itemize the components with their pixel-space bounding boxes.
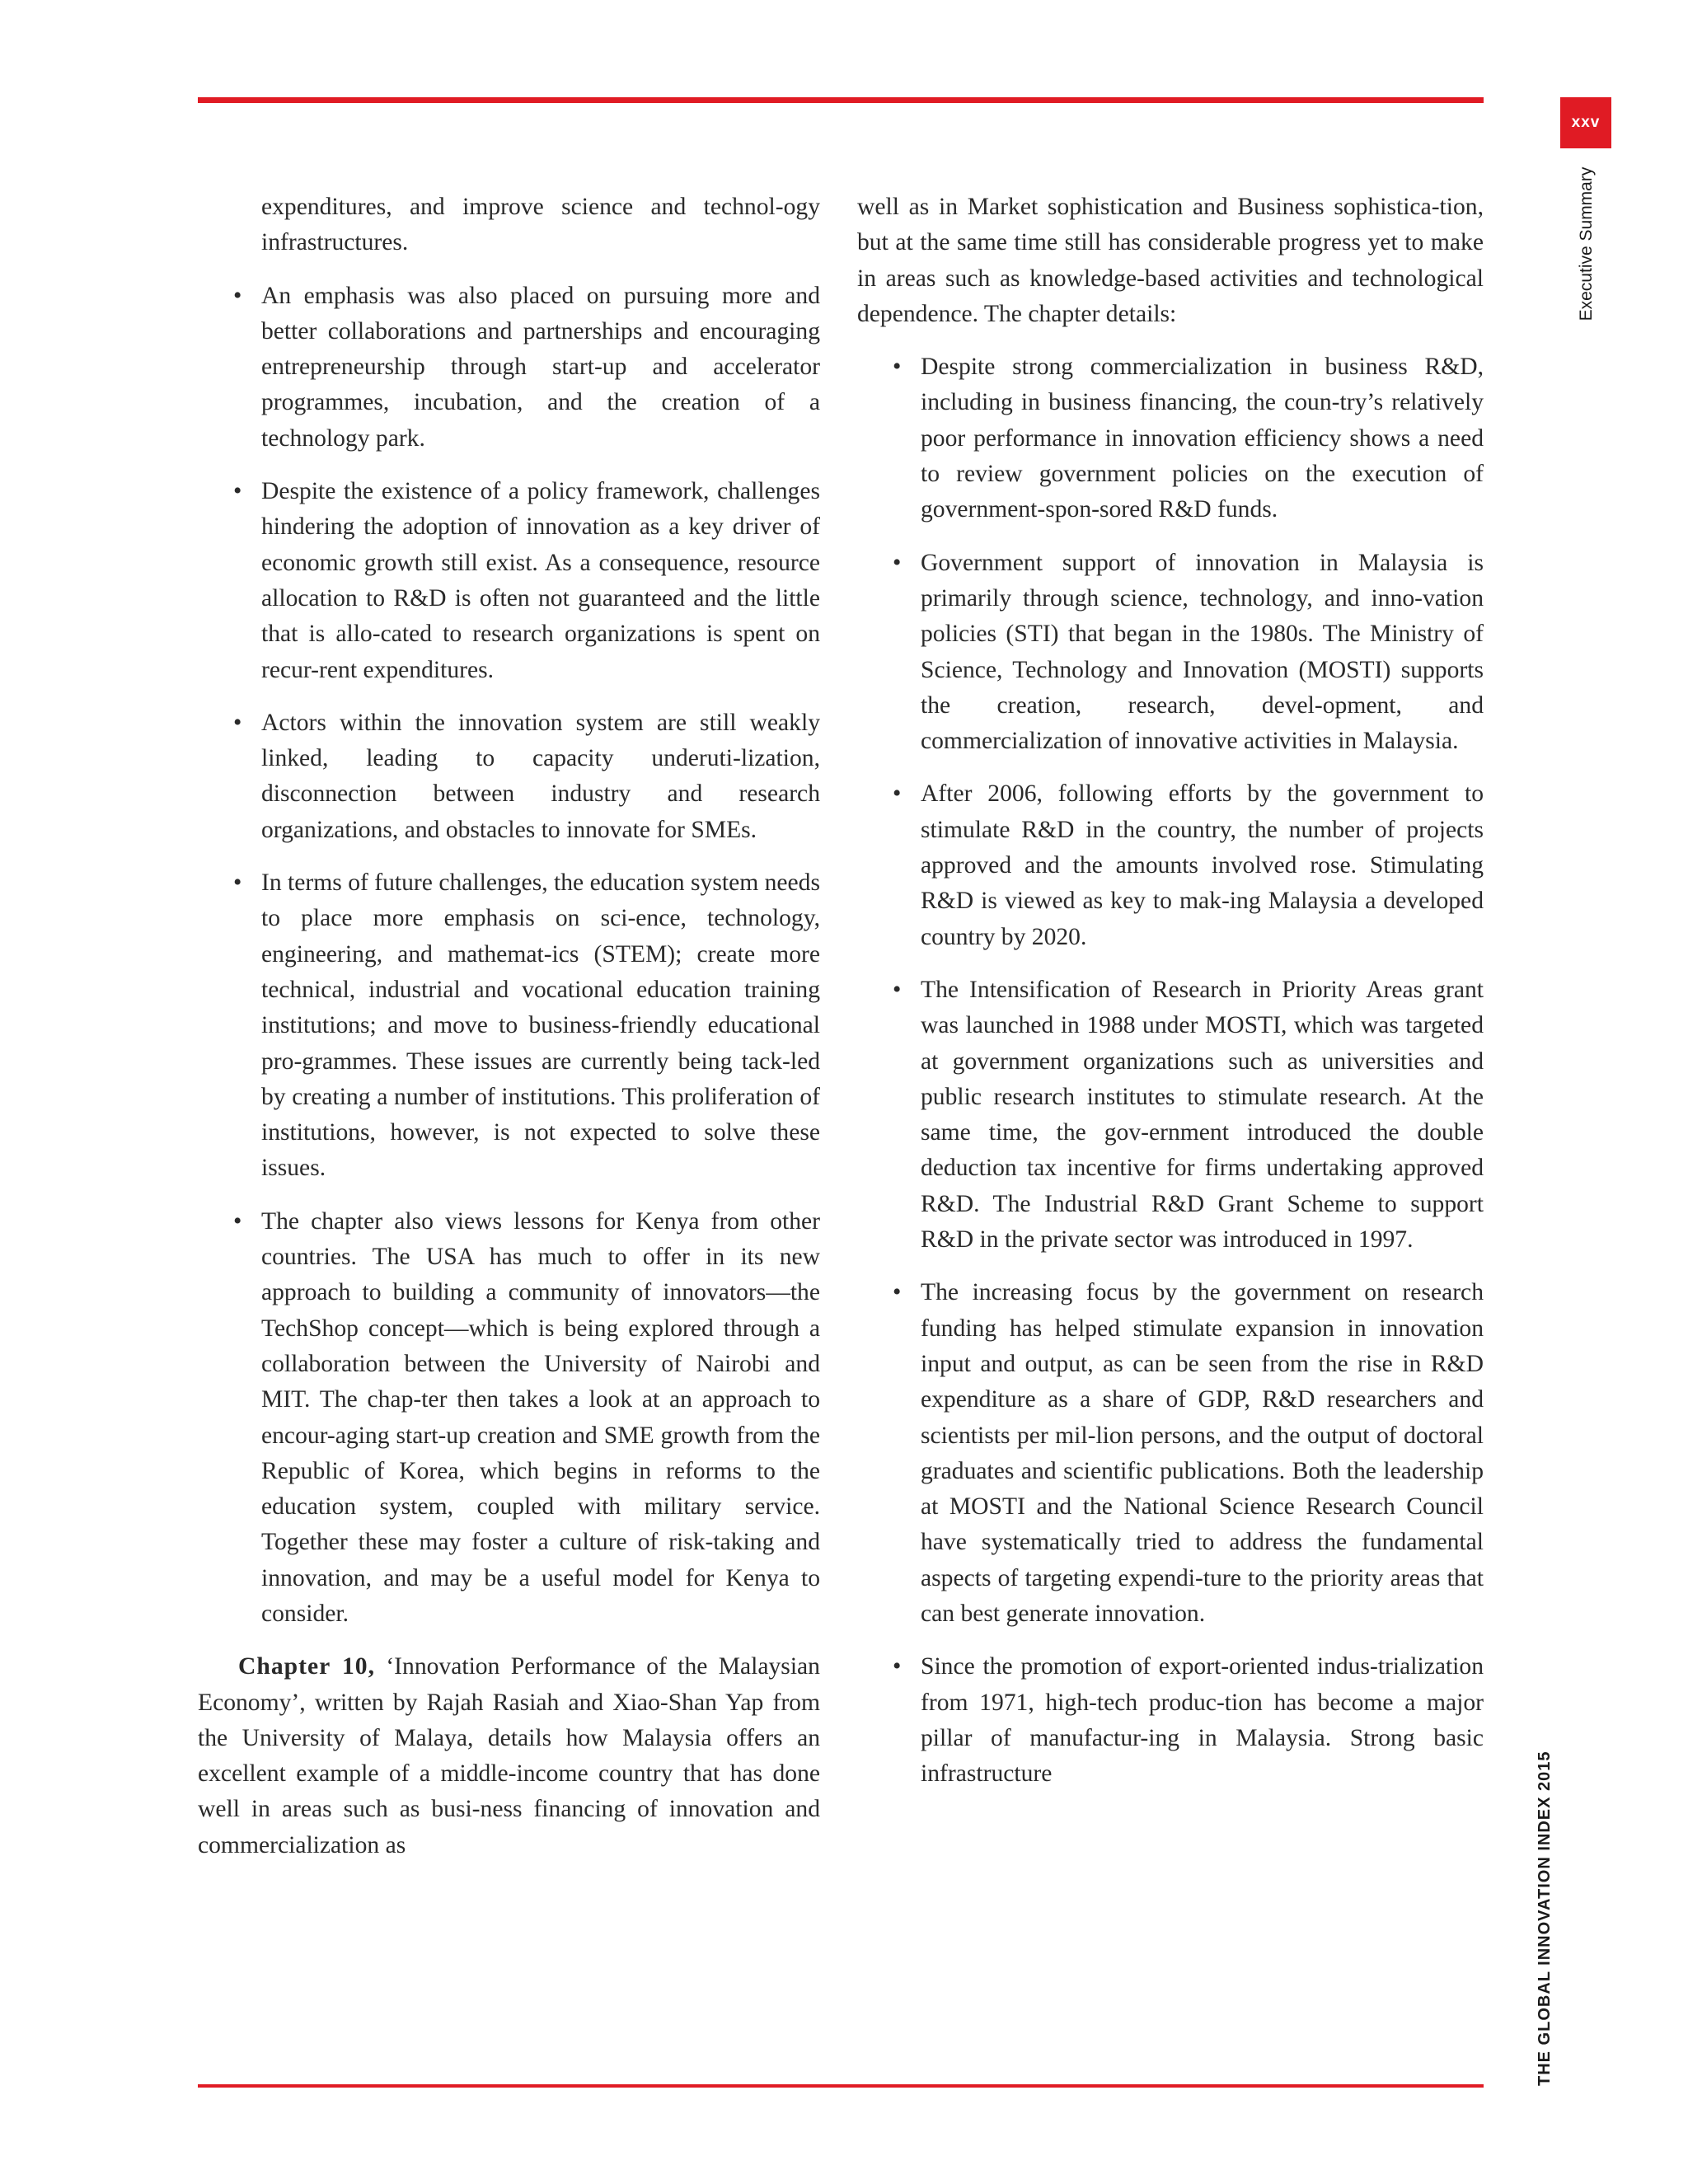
left-column xyxy=(198,190,820,1863)
intro-paragraph: well as in Market sophistication and Business sophistica-tion, but at the same time still has considerable progress yet to make in areas such as knowledge-based activities and technological dependence. The chapter details: xyxy=(857,194,1484,327)
publication-title: THE GLOBAL INNOVATION INDEX 2015 xyxy=(1536,1750,1554,2086)
right-column xyxy=(857,190,1484,1809)
list-item: • In terms of future challenges, the education system needs to place more emphasis on sci-ence, technology, engineering, and mathemat-ics (STEM); create more technical, industrial and vocational education training institutions; and move to business-friendly educational pro-grammes. These issues are currently being tack-led by creating a number of institutions. This proliferation of institutions, however, is not expected to solve these issues. xyxy=(261,865,820,1187)
list-item: • The chapter also views lessons for Kenya from other countries. The USA has much to offer in its new approach to building a community of innovators—the TechShop concept—which is being explored through a collaboration between the University of Nairobi and MIT. The chap-ter then takes a look at an approach to encour-aging start-up creation and SME growth from the Republic of Korea, which begins in reforms to the education system, coupled with military service. Together these may foster a culture of risk-taking and innovation, and may be a useful model for Kenya to consider. xyxy=(261,1204,820,1633)
list-item: • The Intensification of Research in Priority Areas grant was launched in 1988 under MOSTI, which was targeted at government organizations such as universities and public research institutes to stimulate research. At the same time, the gov-ernment introduced the double deduction tax incentive for firms undertaking approved R&D. The Industrial R&D Grant Scheme to support R&D in the private sector was introduced in 1997. xyxy=(921,972,1484,1258)
list-item: • After 2006, following efforts by the government to stimulate R&D in the country, the number of projects approved and the amounts involved rose. Stimulating R&D is viewed as key to mak-ing Malaysia a developed country by 2020. xyxy=(921,776,1484,954)
continuation-text: expenditures, and improve science and technol-ogy infrastructures. xyxy=(261,194,820,256)
chapter-paragraph xyxy=(198,1649,820,1863)
page-number-badge: xxv xyxy=(1560,97,1611,148)
list-item: • Despite the existence of a policy framework, challenges hindering the adoption of innovation as a key driver of economic growth still exist. As a consequence, resource allocation to R&D is often not guaranteed and the little that is allo-cated to research organizations is spent on recur-rent expenditures. xyxy=(261,474,820,688)
list-item: • Government support of innovation in Malaysia is primarily through science, technology, and inno-vation policies (STI) that began in the 1980s. The Ministry of Science, Technology and Innovation (MOSTI) supports the creation, research, devel-opment, and commercialization of innovative activities in Malaysia. xyxy=(921,546,1484,760)
section-label: Executive Summary xyxy=(1577,166,1596,321)
chapter-lead: Chapter 10, xyxy=(238,1653,375,1680)
list-item: • Since the promotion of export-oriented indus-trialization from 1971, high-tech produc-tion has become a major pillar of manufactur-ing in Malaysia. Strong basic infrastructure xyxy=(921,1649,1484,1792)
bottom-red-rule xyxy=(198,2084,1484,2088)
list-item: • Actors within the innovation system are still weakly linked, leading to capacity underuti-lization, disconnection between industry and research organizations, and obstacles to innovate for SMEs. xyxy=(261,705,820,848)
list-item: • The increasing focus by the government on research funding has helped stimulate expansion in innovation input and output, as can be seen from the rise in R&D expenditure as a share of GDP, R&D researchers and scientists per mil-lion persons, and the output of doctoral graduates and scientific publications. Both the leadership at MOSTI and the National Science Research Council have systematically tried to address the fundamental aspects of targeting expendi-ture to the priority areas that can best generate innovation. xyxy=(921,1275,1484,1632)
top-red-rule xyxy=(198,97,1484,103)
list-item: • An emphasis was also placed on pursuing more and better collaborations and partnerships and encouraging entrepreneurship through start-up and accelerator programmes, incubation, and the creation of a technology park. xyxy=(261,279,820,457)
chapter-text: ‘Innovation Performance of the Malaysian Economy’, written by Rajah Rasiah and Xiao-Shan Yap from the University of Malaya, details how Malaysia offers an excellent example of a middle-income country that has done well in areas such as busi-ness financing of innovation and commercialization as xyxy=(198,1653,820,1858)
list-item: • Despite strong commercialization in business R&D, including in business financing, the coun-try’s relatively poor performance in innovation efficiency shows a need to review government policies on the execution of government-spon-sored R&D funds. xyxy=(921,349,1484,527)
